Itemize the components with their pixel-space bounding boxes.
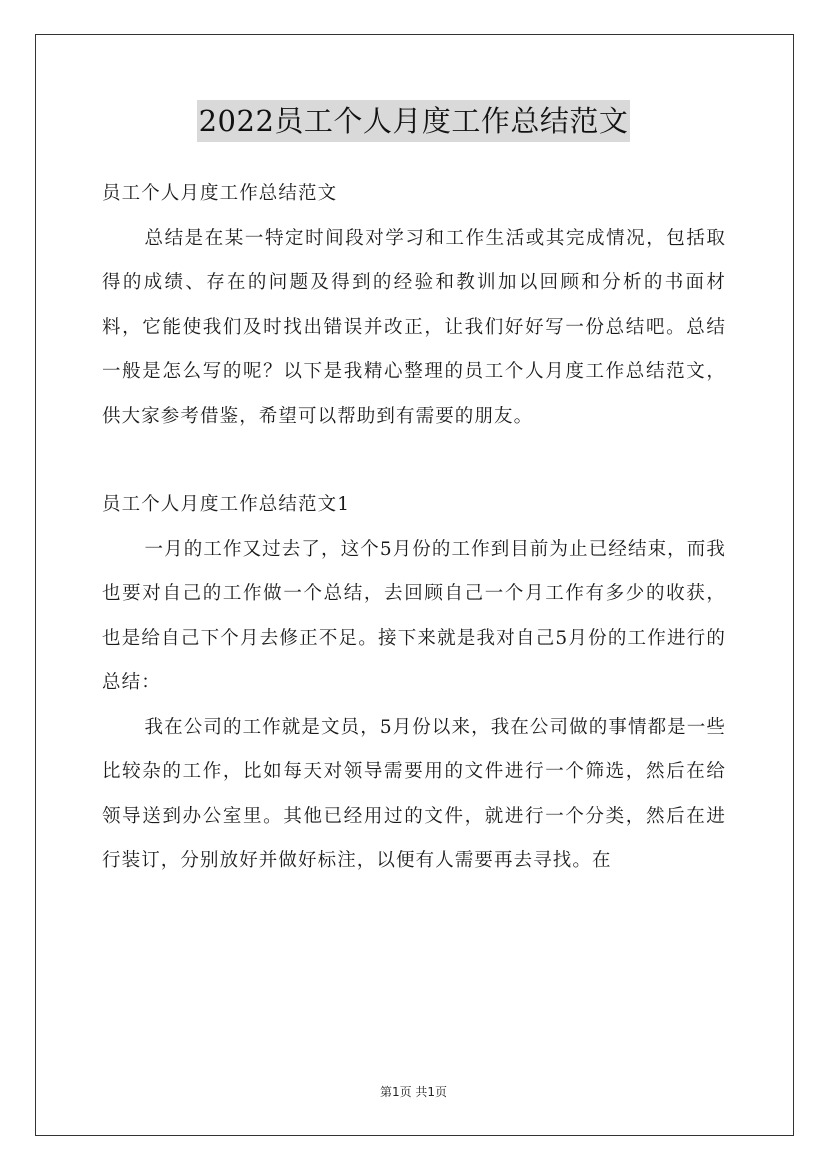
section-paragraph-1: 一月的工作又过去了，这个5月份的工作到目前为止已经结束，而我也要对自己的工作做一个总结，去回顾自己一个月工作有多少的收获，也是给自己下个月去修正不足。接下来就是我对自己5月份的工作进行的总结： [102, 538, 726, 693]
document-title-text: 2022员工个人月度工作总结范文 [197, 100, 631, 142]
page-footer: 第1页 共1页 [379, 1085, 448, 1099]
intro-paragraph: 总结是在某一特定时间段对学习和工作生活或其完成情况，包括取得的成绩、存在的问题及得到的经验和教训加以回顾和分析的书面材料，它能使我们及时找出错误并改正，让我们好好写一份总结吧。总结一般是怎么写的呢？以下是我精心整理的员工个人月度工作总结范文，供大家参考借鉴，希望可以帮助到有需要的朋友。 [102, 227, 726, 427]
paragraph-gap [102, 439, 726, 483]
section-paragraph-2: 我在公司的工作就是文员，5月份以来，我在公司做的事情都是一些比较杂的工作，比如每天对领导需要用的文件进行一个筛选，然后在给领导送到办公室里。其他已经用过的文件，就进行一个分类，然后在进行装订，分别放好并做好标注，以便有人需要再去寻找。在 [102, 716, 726, 871]
document-body [102, 172, 726, 884]
section-heading: 员工个人月度工作总结范文1 [102, 494, 351, 515]
document-subtitle: 员工个人月度工作总结范文 [102, 183, 338, 204]
document-title [0, 100, 827, 142]
